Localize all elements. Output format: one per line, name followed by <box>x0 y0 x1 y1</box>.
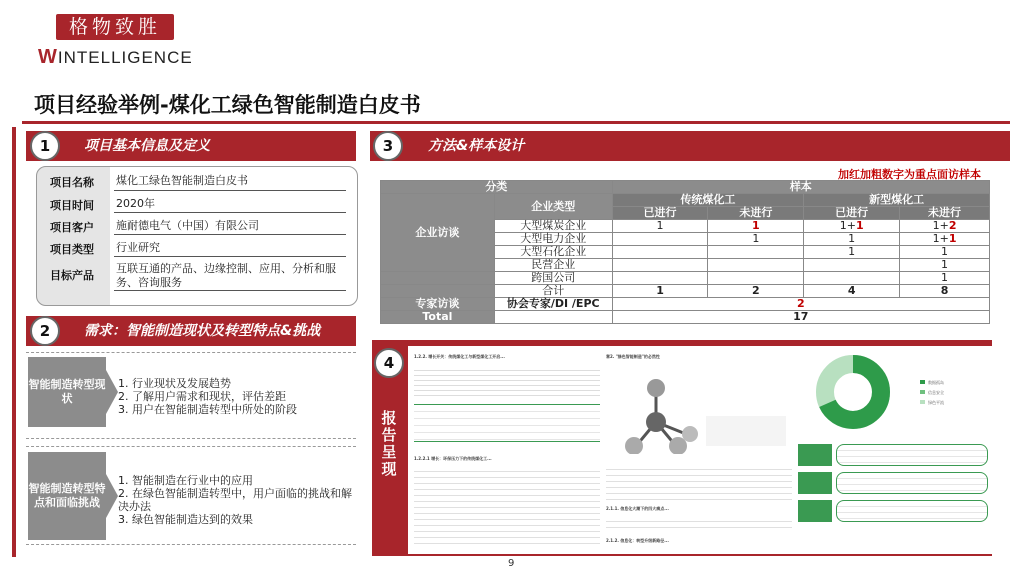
report-green-label <box>798 472 832 494</box>
arrow-shape <box>106 474 118 518</box>
section-2-number: 2 <box>30 316 60 346</box>
cell-value <box>708 246 804 259</box>
cell-value: 1 <box>900 246 990 259</box>
subtotal-value: 8 <box>900 285 990 298</box>
page-title: 项目经验举例-煤化工绿色智能制造白皮书 <box>34 93 421 117</box>
header-traditional: 传统煤化工 <box>612 194 804 207</box>
cell-value: 1+1 <box>804 220 900 233</box>
report-text-block <box>414 466 600 546</box>
report-page-1 <box>414 354 600 550</box>
cell-value: 1 <box>612 220 708 233</box>
section-4-number: 4 <box>374 348 404 378</box>
page-number: 9 <box>508 558 515 569</box>
list-item: 3. 绿色智能制造达到的效果 <box>118 513 253 526</box>
cell-value: 1+1 <box>900 233 990 246</box>
header-not-done: 未进行 <box>900 207 990 220</box>
report-row <box>798 500 988 522</box>
cell-spacer <box>494 311 612 324</box>
report-heading: 2.1.1. 信息化大潮下的四大痛点... <box>606 506 669 511</box>
cell-type: 跨国公司 <box>494 272 612 285</box>
cell-value <box>612 259 708 272</box>
donut-chart <box>798 354 988 434</box>
section-3-title: 方法&样本设计 <box>428 138 525 154</box>
cell-value: 1 <box>708 233 804 246</box>
info-label-client: 项目客户 <box>50 221 94 234</box>
list-item: 2. 了解用户需求和现状，评估差距 <box>118 390 286 403</box>
row-divider <box>114 190 346 191</box>
cell-spacer <box>381 272 495 285</box>
report-page-3 <box>798 354 988 550</box>
header-done: 已进行 <box>612 207 708 220</box>
report-callout <box>414 404 600 442</box>
cell-type: 大型煤炭企业 <box>494 220 612 233</box>
list-item: 3. 用户在智能制造转型中所处的阶段 <box>118 403 297 416</box>
report-green-box <box>836 500 988 522</box>
section-3-header <box>370 131 1010 161</box>
group-label-status: 智能制造转型现状 <box>28 357 106 427</box>
table-row <box>381 311 990 324</box>
cell-value <box>612 233 708 246</box>
logo-w-mark: W <box>38 46 58 68</box>
cell-value: 1 <box>804 233 900 246</box>
report-green-label <box>798 500 832 522</box>
list-item: 1. 行业现状及发展趋势 <box>118 377 231 390</box>
cell-value-part: 1 <box>839 219 847 232</box>
header-done: 已进行 <box>804 207 900 220</box>
group-label-challenges: 智能制造转型特点和面临挑战 <box>28 452 106 540</box>
report-row <box>798 444 988 466</box>
cell-type: 大型石化企业 <box>494 246 612 259</box>
legend-label-2: 信息安全 <box>928 390 944 395</box>
table-note: 加红加粗数字为重点面访样本 <box>838 168 981 181</box>
row-divider <box>114 234 346 235</box>
report-green-box <box>836 444 988 466</box>
report-green-label <box>798 444 832 466</box>
cell-value <box>804 259 900 272</box>
section-2-title: 需求：智能制造现状及转型特点&挑战 <box>84 323 321 339</box>
logo-wordmark: INTELLIGENCE <box>57 48 193 67</box>
cell-value-part: 1 <box>932 219 940 232</box>
info-label-name: 项目名称 <box>50 176 94 189</box>
expert-type: 协会专家/DI /EPC <box>494 298 612 311</box>
cell-value <box>708 259 804 272</box>
row-divider <box>114 256 346 257</box>
report-heading: 1.2.2. 增长开关：传统煤化工与新型煤化工开启... <box>414 354 505 359</box>
header-sample: 样本 <box>612 181 989 194</box>
expert-label: 专家访谈 <box>381 298 495 311</box>
table-row <box>381 272 990 285</box>
section-1-title: 项目基本信息及定义 <box>84 138 210 154</box>
molecule-diagram <box>606 364 792 454</box>
dashed-divider <box>26 438 356 439</box>
header-enterprise-interview: 企业访谈 <box>381 194 495 272</box>
report-text-block <box>606 516 792 532</box>
list-item: 2. 在绿色智能制造转型中，用户面临的挑战和解决办法 <box>118 487 352 513</box>
table-row <box>381 298 990 311</box>
header-enterprise-type: 企业类型 <box>494 194 612 220</box>
dashed-divider <box>26 446 356 447</box>
cell-value <box>708 272 804 285</box>
cell-type: 大型电力企业 <box>494 233 612 246</box>
total-label: Total <box>381 311 495 324</box>
total-value: 17 <box>612 311 989 324</box>
subtotal-label: 合计 <box>494 285 612 298</box>
section-3-number: 3 <box>373 131 403 161</box>
section-1-header <box>26 131 356 161</box>
cell-value: 1 <box>708 220 804 233</box>
info-label-time: 项目时间 <box>50 199 94 212</box>
cell-value-part: 1 <box>932 232 940 245</box>
report-text-block <box>606 464 792 500</box>
cell-value-part: 2 <box>948 219 957 232</box>
cell-value <box>612 272 708 285</box>
report-heading: 章2. "绿色智能制造"的必然性 <box>606 354 660 359</box>
cell-spacer <box>381 285 495 298</box>
subtotal-value: 4 <box>804 285 900 298</box>
header-new: 新型煤化工 <box>804 194 990 207</box>
company-logo-english <box>38 46 193 69</box>
info-value-type: 行业研究 <box>116 241 160 254</box>
info-value-name: 煤化工绿色智能制造白皮书 <box>116 174 248 187</box>
challenge-items-list <box>118 474 358 526</box>
legend-label-3: 绿色平流 <box>928 400 944 405</box>
left-accent-bar <box>12 127 16 557</box>
subtotal-value: 1 <box>612 285 708 298</box>
info-value-product: 互联互通的产品、边缘控制、应用、分析和服务、咨询服务 <box>116 262 336 289</box>
row-divider <box>114 290 346 291</box>
section-1-number: 1 <box>30 131 60 161</box>
expert-value: 2 <box>612 298 989 311</box>
company-logo-chinese: 格物致胜 <box>56 14 174 40</box>
arrow-shape <box>106 370 118 414</box>
report-heading: 1.2.2.1 增长：环保压力下的传统煤化工... <box>414 456 492 461</box>
sample-design-table <box>380 180 990 324</box>
dashed-divider <box>26 352 356 353</box>
cell-value <box>804 272 900 285</box>
header-not-done: 未进行 <box>708 207 804 220</box>
row-divider <box>114 212 346 213</box>
title-divider <box>22 121 1010 124</box>
cell-value: 1 <box>900 272 990 285</box>
table-row <box>381 285 990 298</box>
status-items-list <box>118 377 348 416</box>
section-2-header <box>26 316 356 346</box>
dashed-divider <box>26 544 356 545</box>
legend-label-1: 数据孤岛 <box>928 380 944 385</box>
cell-value-part: 1 <box>855 219 864 232</box>
report-row <box>798 472 988 494</box>
cell-value-part: 1 <box>948 232 957 245</box>
cell-value <box>612 246 708 259</box>
report-heading: 2.1.2. 信息化：转型升级新路径... <box>606 538 669 543</box>
subtotal-value: 2 <box>708 285 804 298</box>
report-page-2 <box>606 354 792 550</box>
info-value-time: 2020年 <box>116 197 155 210</box>
header-category: 分类 <box>381 181 613 194</box>
cell-value: 1 <box>900 259 990 272</box>
report-text-block <box>414 366 600 396</box>
info-value-client: 施耐德电气（中国）有限公司 <box>116 219 259 232</box>
cell-type: 民营企业 <box>494 259 612 272</box>
cell-value: 1+2 <box>900 220 990 233</box>
section-4-label: 报告呈现 <box>381 409 397 478</box>
report-green-box <box>836 472 988 494</box>
info-label-type: 项目类型 <box>50 243 94 256</box>
cell-value: 1 <box>804 246 900 259</box>
list-item: 1. 智能制造在行业中的应用 <box>118 474 253 487</box>
info-label-product: 目标产品 <box>50 269 94 282</box>
